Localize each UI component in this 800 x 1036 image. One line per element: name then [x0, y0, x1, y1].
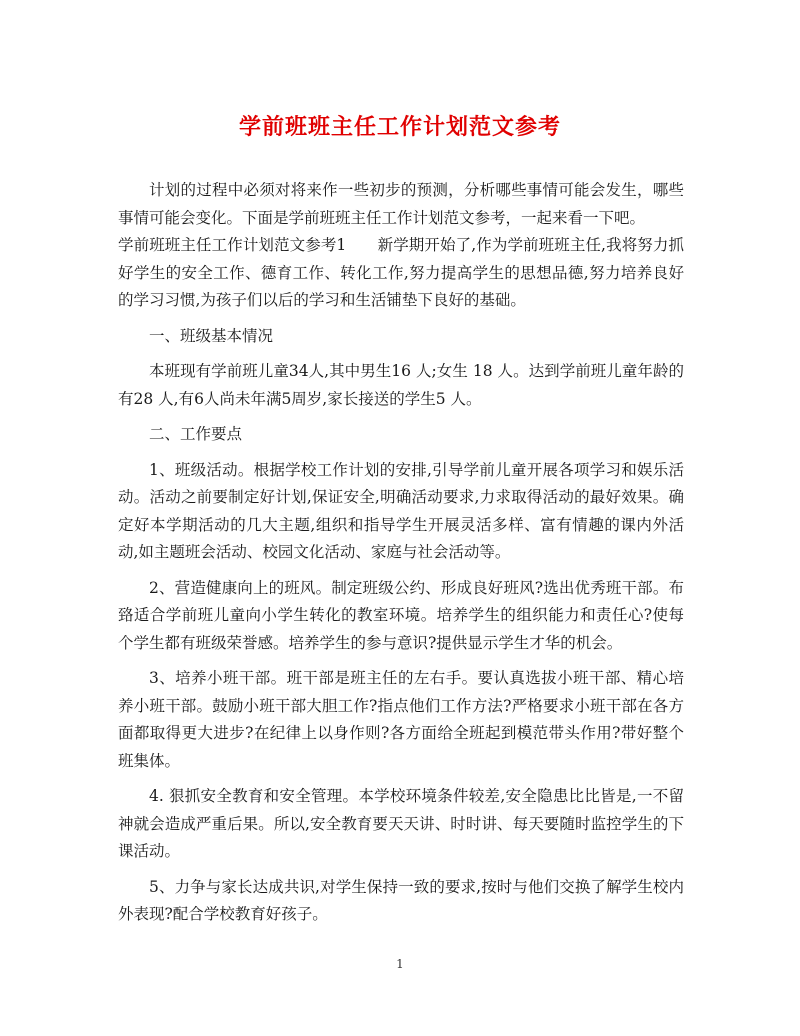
section-heading-work-points: 二、工作要点: [149, 425, 243, 443]
work-point-5: 5、力争与家长达成共识,对学生保持一致的要求,按时与他们交换了解学生校内外表现?配合学校教育好孩子。: [118, 877, 684, 923]
work-point-2: 2、营造健康向上的班风。制定班级公约、形成良好班风?选出优秀班干部。布臵适合学前班儿童向小学生转化的教室环境。培养学生的组织能力和责任心?使每个学生都有班级荣誉感。培养学生的参与意识?提供显示学生才华的机会。: [118, 578, 684, 652]
work-point-3: 3、培养小班干部。班干部是班主任的左右手。要认真选拔小班干部、精心培养小班干部。鼓励小班干部大胆工作?指点他们工作方法?严格要求小班干部在各方面都取得更大进步?在纪律上以身作则?各方面给全班起到模范带头作用?带好整个班集体。: [118, 669, 684, 770]
document-body: [118, 177, 684, 937]
opening-paragraph: 学前班班主任工作计划范文参考1 新学期开始了,作为学前班班主任,我将努力抓好学生的安全工作、德育工作、转化工作,努力提高学生的思想品德,努力培养良好的学习习惯,为孩子们以后的学习和生活铺垫下良好的基础。: [118, 236, 684, 309]
section-heading-class-info: 一、班级基本情况: [149, 326, 274, 345]
page-number: 1: [396, 957, 404, 971]
intro-paragraph: 计划的过程中必须对将来作一些初步的预测，分析哪些事情可能会发生，哪些事情可能会变化。下面是学前班班主任工作计划范文参考，一起来看一下吧。: [118, 181, 684, 227]
work-point-1: 1、班级活动。根据学校工作计划的安排,引导学前儿童开展各项学习和娱乐活动。活动之前要制定好计划,保证安全,明确活动要求,力求取得活动的最好效果。确定好本学期活动的几大主题,组织和指导学生开展灵活多样、富有情趣的课内外活动,如主题班会活动、校园文化活动、家庭与社会活动等。: [118, 460, 684, 561]
class-info-paragraph: 本班现有学前班儿童34人,其中男生16 人;女生 18 人。达到学前班儿童年龄的有28 人,有6人尚未年满5周岁,家长接送的学生5 人。: [118, 362, 684, 408]
work-point-4: 4. 狠抓安全教育和安全管理。本学校环境条件较差,安全隐患比比皆是,一不留神就会造成严重后果。所以,安全教育要天天讲、时时讲、每天要随时监控学生的下课活动。: [118, 787, 684, 860]
document-title: 学前班班主任工作计划范文参考: [238, 114, 561, 140]
